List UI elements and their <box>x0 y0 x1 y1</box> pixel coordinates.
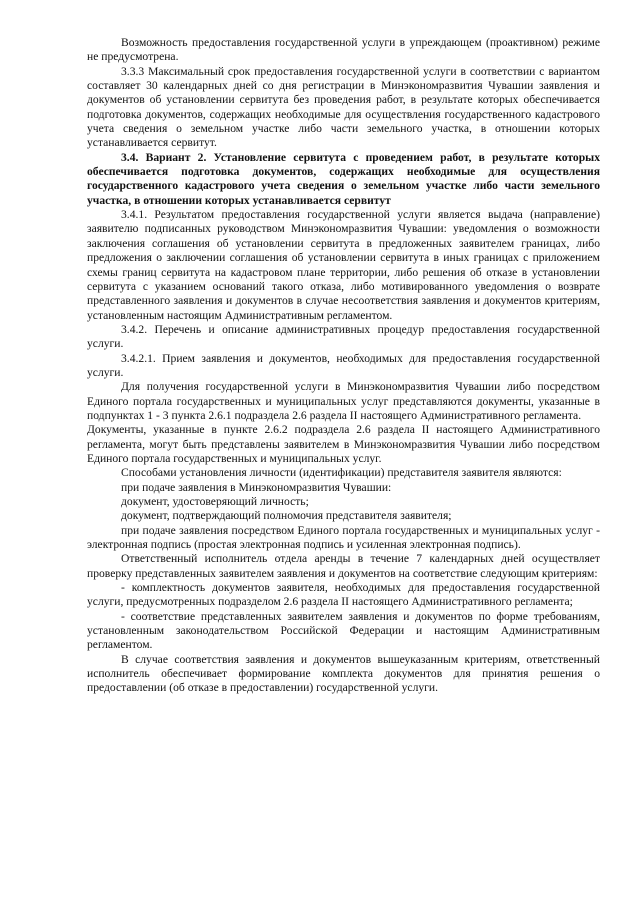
paragraph-documents-submission: Для получения государственной услуги в Минэкономразвития Чувашии либо посредством Единого портала государственных и муниципальных услуг представляются документы, указанные в подпунктах 1 - 3 пункта 2.6.1 подраздела 2.6 раздела II настоящего Административного регламента. <box>87 380 600 422</box>
paragraph-3-4-1: 3.4.1. Результатом предоставления государственной услуги является выдача (направление) заявителю подписанных руководством Минэкономразвития Чувашии: уведомления о возможности заключения соглашения об установлении сервитута в предложенных заявителем границах, либо предложения о заключении соглашения об установлении сервитута в иных границах с приложением схемы границ сервитута на кадастровом плане территории, либо решения об отказе в установлении сервитута с указанием оснований такого отказа, либо мотивированного уведомления о возврате представленного заявления и документов в случае несоответствия заявления и документов критериям, установленным настоящим Административным регламентом. <box>87 208 600 322</box>
paragraph-identification-methods: Способами установления личности (идентификации) представителя заявителя являются: <box>121 466 562 480</box>
paragraph-proactive-mode: Возможность предоставления государственной услуги в упреждающем (проактивном) режиме не предусмотрена. <box>87 36 600 64</box>
paragraph-identity-document: документ, удостоверяющий личность; <box>121 495 309 508</box>
paragraph-portal-submission: при подаче заявления посредством Единого портала государственных и муниципальных услуг - электронная подпись (простая электронная подпись и усиленная электронная подпись). <box>87 523 600 552</box>
paragraph-3-3-3: 3.3.3 Максимальный срок предоставления государственной услуги в соответствии с вариантом составляет 30 календарных дней со дня регистрации в Минэкономразвития Чувашии заявления и документов об установлении сервитута без проведения работ, в результате которых обеспечивается подготовка документов, содержащих необходимые для осуществления государственного кадастрового учета сведения о земельном участке либо части земельного участка, в отношении которых устанавливается сервитут. <box>87 64 600 150</box>
paragraph-verification: Ответственный исполнитель отдела аренды в течение 7 календарных дней осуществляет проверку представленных заявителем заявления и документов на соответствие следующим критериям: <box>87 552 600 580</box>
paragraph-3-4-2-1: 3.4.2.1. Прием заявления и документов, необходимых для предоставления государственной услуги. <box>87 351 600 379</box>
paragraph-compliance-outcome: В случае соответствия заявления и документов вышеуказанным критериям, ответственный исполнитель обеспечивает формирование комплекта документов для принятия решения о предоставлении (об отказе в предоставлении) государственной услуги. <box>87 652 600 695</box>
section-heading-3-4: 3.4. Вариант 2. Установление сервитута с проведением работ, в результате которых обеспечивается подготовка документов, содержащих необходимые для осуществления государственного кадастрового учета сведения о земельном участке либо части земельного участка, в отношении которых устанавливается сервитут <box>87 150 600 207</box>
paragraph-in-person-submission: при подаче заявления в Минэкономразвития Чувашии: <box>121 480 392 494</box>
paragraph-criterion-completeness: - комплектность документов заявителя, необходимых для предоставления государственной услуги, предусмотренных подразделом 2.6 раздела II настоящего Административного регламента; <box>87 581 600 609</box>
paragraph-documents-2-6-2: Документы, указанные в пункте 2.6.2 подраздела 2.6 раздела II настоящего Административного регламента, могут быть представлены заявителем в Минэкономразвития Чувашии либо посредством Единого портала государственных и муниципальных услуг. <box>87 423 600 465</box>
paragraph-authority-document: документ, подтверждающий полномочия представителя заявителя; <box>121 509 452 523</box>
paragraph-criterion-form: - соответствие представленных заявителем заявления и документов по форме требованиям, установленным законодательством Российской Федерации и настоящим Административным регламентом. <box>87 609 600 652</box>
paragraph-3-4-2: 3.4.2. Перечень и описание административных процедур предоставления государственной услуги. <box>87 322 600 351</box>
